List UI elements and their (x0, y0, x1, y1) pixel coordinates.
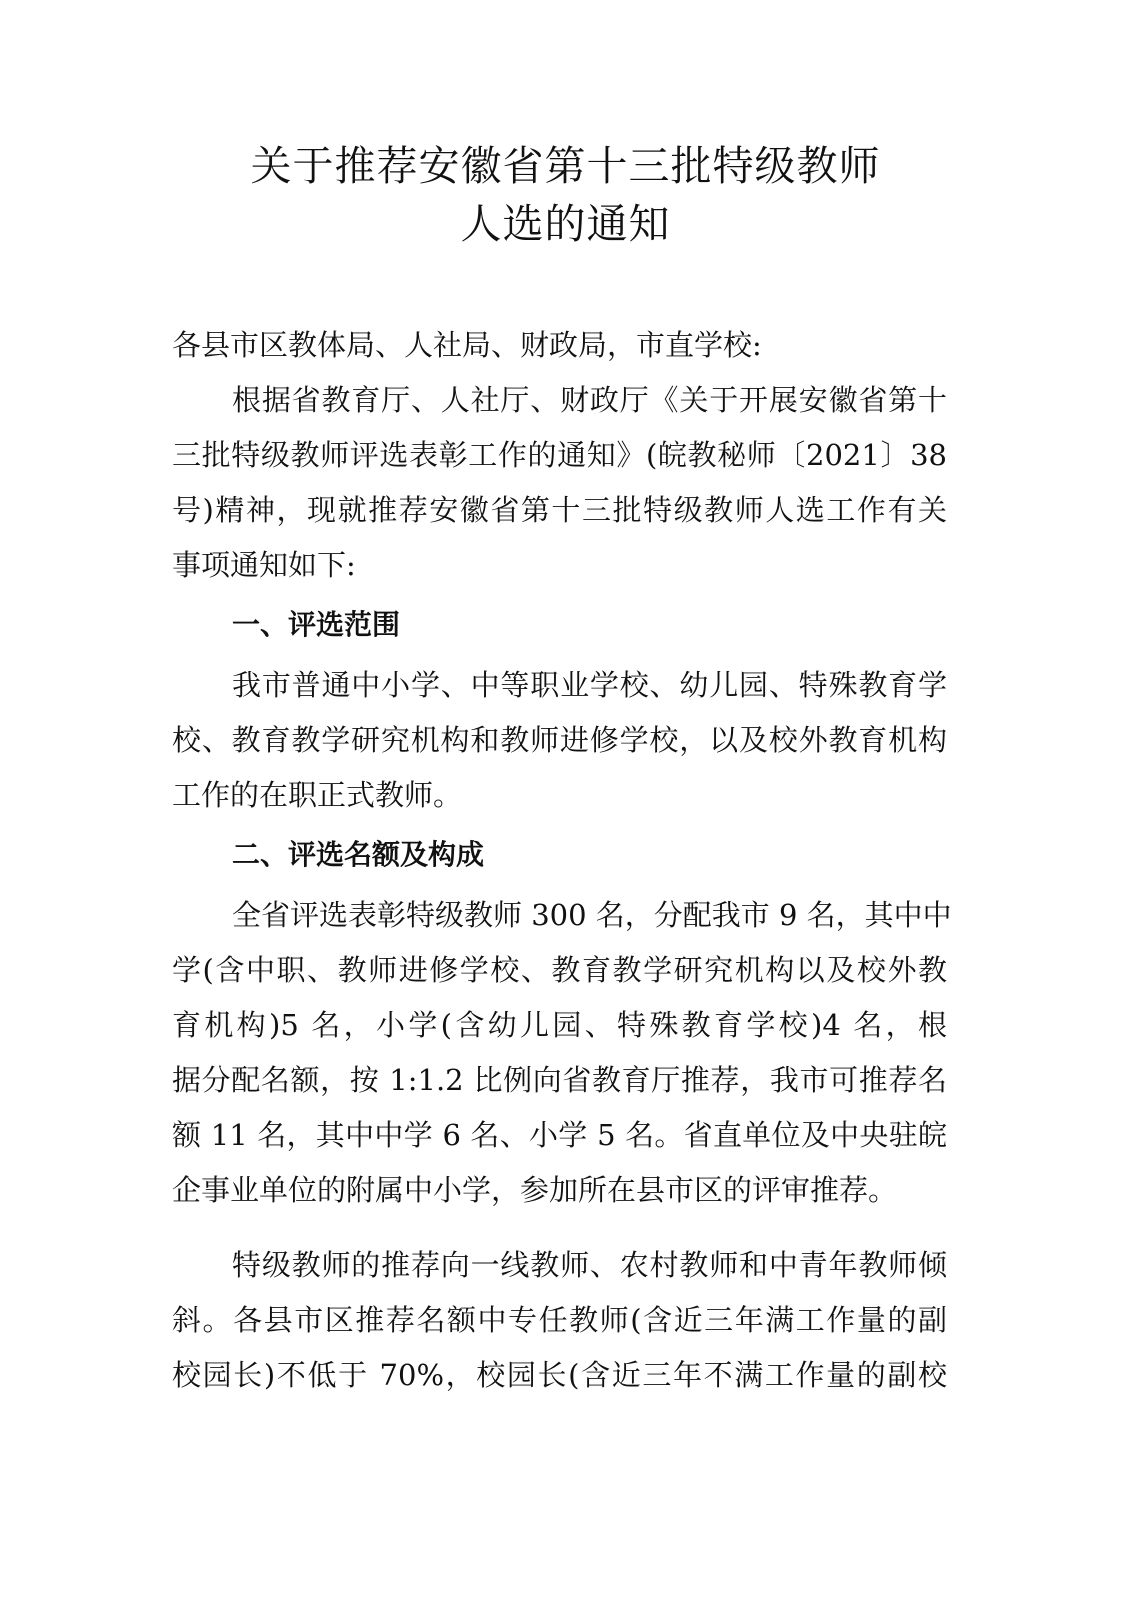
section-2-p2-line-2: 斜。各县市区推荐名额中专任教师(含近三年满工作量的副 (172, 1303, 947, 1337)
section-2-p1-line-3: 育机构)5 名，小学(含幼儿园、特殊教育学校)4 名，根 (172, 1008, 947, 1042)
section-2-p2-line-1: 特级教师的推荐向一线教师、农村教师和中青年教师倾 (232, 1248, 947, 1282)
intro-line-2: 三批特级教师评选表彰工作的通知》(皖教秘师〔2021〕38 (172, 438, 947, 472)
section-2-p1-line-5: 额 11 名，其中中学 6 名、小学 5 名。省直单位及中央驻皖 (172, 1118, 947, 1152)
intro-line-1: 根据省教育厅、人社厅、财政厅《关于开展安徽省第十 (232, 383, 947, 417)
section-2-p1-line-1: 全省评选表彰特级教师 300 名，分配我市 9 名，其中中 (232, 898, 952, 932)
document-title-line-1: 关于推荐安徽省第十三批特级教师 (250, 142, 881, 190)
section-1-line-2: 校、教育教学研究机构和教师进修学校，以及校外教育机构 (172, 723, 947, 757)
section-2-p2-line-3: 校园长)不低于 70%，校园长(含近三年不满工作量的副校 (172, 1358, 947, 1392)
section-2-p1-line-6: 企事业单位的附属中小学，参加所在县市区的评审推荐。 (172, 1173, 898, 1207)
section-1-line-1: 我市普通中小学、中等职业学校、幼儿园、特殊教育学 (232, 668, 947, 702)
intro-line-4: 事项通知如下: (172, 548, 356, 582)
salutation: 各县市区教体局、人社局、财政局，市直学校: (172, 328, 762, 362)
document-title-line-2: 人选的通知 (460, 200, 671, 248)
section-2-p1-line-4: 据分配名额，按 1:1.2 比例向省教育厅推荐，我市可推荐名 (172, 1063, 947, 1097)
section-1-line-3: 工作的在职正式教师。 (172, 778, 463, 812)
section-2-heading: 二、评选名额及构成 (232, 838, 485, 871)
section-1-heading: 一、评选范围 (232, 608, 401, 641)
section-2-p1-line-2: 学(含中职、教师进修学校、教育教学研究机构以及校外教 (172, 953, 947, 987)
intro-line-3: 号)精神，现就推荐安徽省第十三批特级教师人选工作有关 (172, 493, 947, 527)
